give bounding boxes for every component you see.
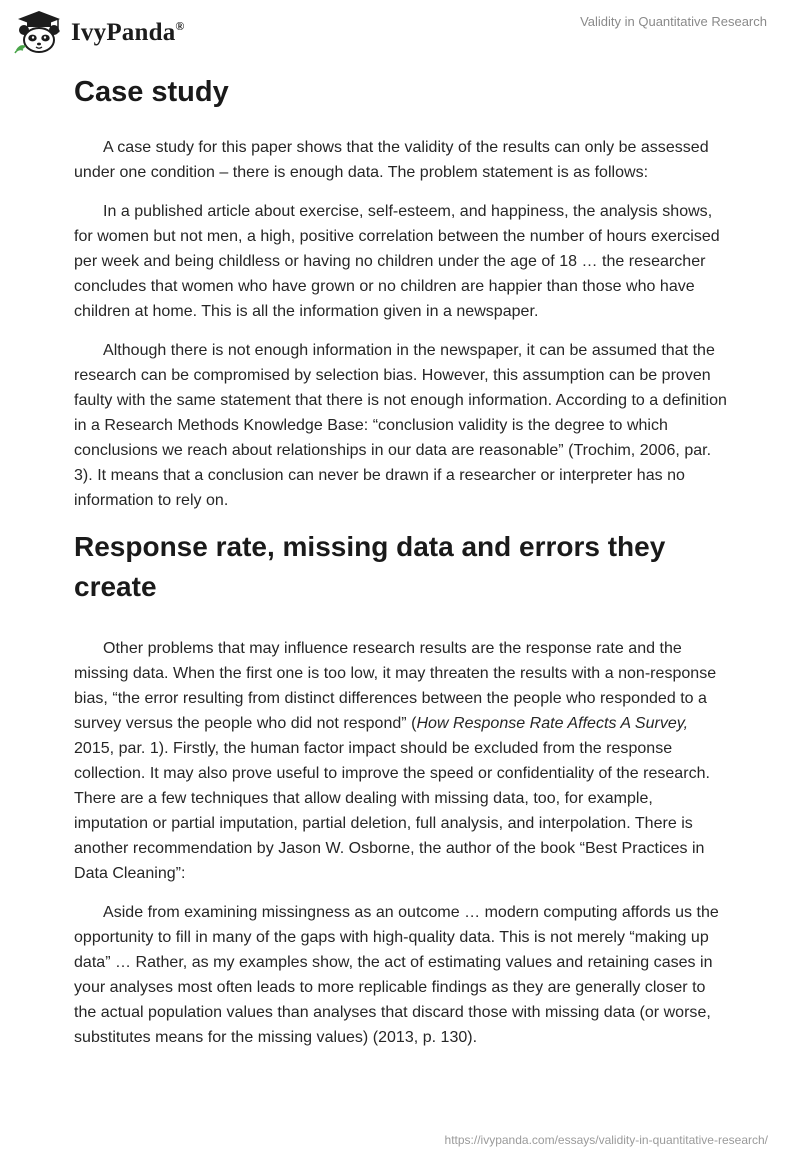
source-url[interactable]: https://ivypanda.com/essays/validity-in-quantitative-research/ (444, 1133, 768, 1147)
registered-mark: ® (175, 19, 185, 33)
logo-wordmark (71, 19, 185, 47)
paragraph (74, 636, 730, 886)
paragraph: A case study for this paper shows that the validity of the results can only be assessed under one condition – there is enough data. The problem statement is as follows: (74, 139, 709, 181)
paragraph-text: Other problems that may influence research results are the response rate and the missing data. When the first one is too low, it may threaten the results with a non-response bias, “the error resulting from distinct differences between the people who responded to a survey versus the people who did not respond” ( (74, 640, 717, 732)
brand-logo[interactable] (14, 10, 185, 54)
section-heading-case-study: Case study (74, 76, 229, 108)
logo-name: IvyPanda (71, 19, 176, 46)
essay-body (74, 72, 730, 1050)
paragraph: Although there is not enough information in the newspaper, it can be assumed that the research can be compromised by selection bias. However, this assumption can be proven faulty with the same statement that there is not enough information. According to a definition in a Research Methods Knowledge Base: “conclusion validity is the degree to which conclusions we reach about relationships in our data are reasonable” (Trochim, 2006, par. 3). It means that a conclusion can never be drawn if a researcher or interpreter has no information to rely on. (74, 342, 727, 509)
citation-title: How Response Rate Affects A Survey, (416, 715, 689, 732)
quote-paragraph: In a published article about exercise, self-esteem, and happiness, the analysis shows, for women but not men, a high, positive correlation between the number of hours exercised per week and being childless or having no children under the age of 18 … the researcher concludes that women who have grown or no children are happier than those who have children at home. This is all the information given in a newspaper. (74, 203, 720, 320)
panda-logo-icon (14, 10, 64, 54)
quote-paragraph: Aside from examining missingness as an outcome … modern computing affords us the opportunity to fill in many of the gaps with high-quality data. This is not merely “making up data” … Rather, as my examples show, the act of estimating values and retaining cases in your analyses most often leads to more replicable findings as they are generally closer to the actual population values than analyses that discard those with missing data (or worse, substitutes means for the missing values) (2013, p. 130). (74, 904, 719, 1046)
paragraph-text: 2015, par. 1). Firstly, the human factor impact should be excluded from the response collection. It may also prove useful to improve the speed or confidentiality of the research. There are a few techniques that allow dealing with missing data, too, for example, imputation or partial imputation, partial deletion, full analysis, and interpolation. There is another recommendation by Jason W. Osborne, the author of the book “Best Practices in Data Cleaning”: (74, 740, 710, 882)
running-title: Validity in Quantitative Research (580, 14, 767, 29)
section-heading-response-rate: Response rate, missing data and errors they create (74, 531, 666, 602)
